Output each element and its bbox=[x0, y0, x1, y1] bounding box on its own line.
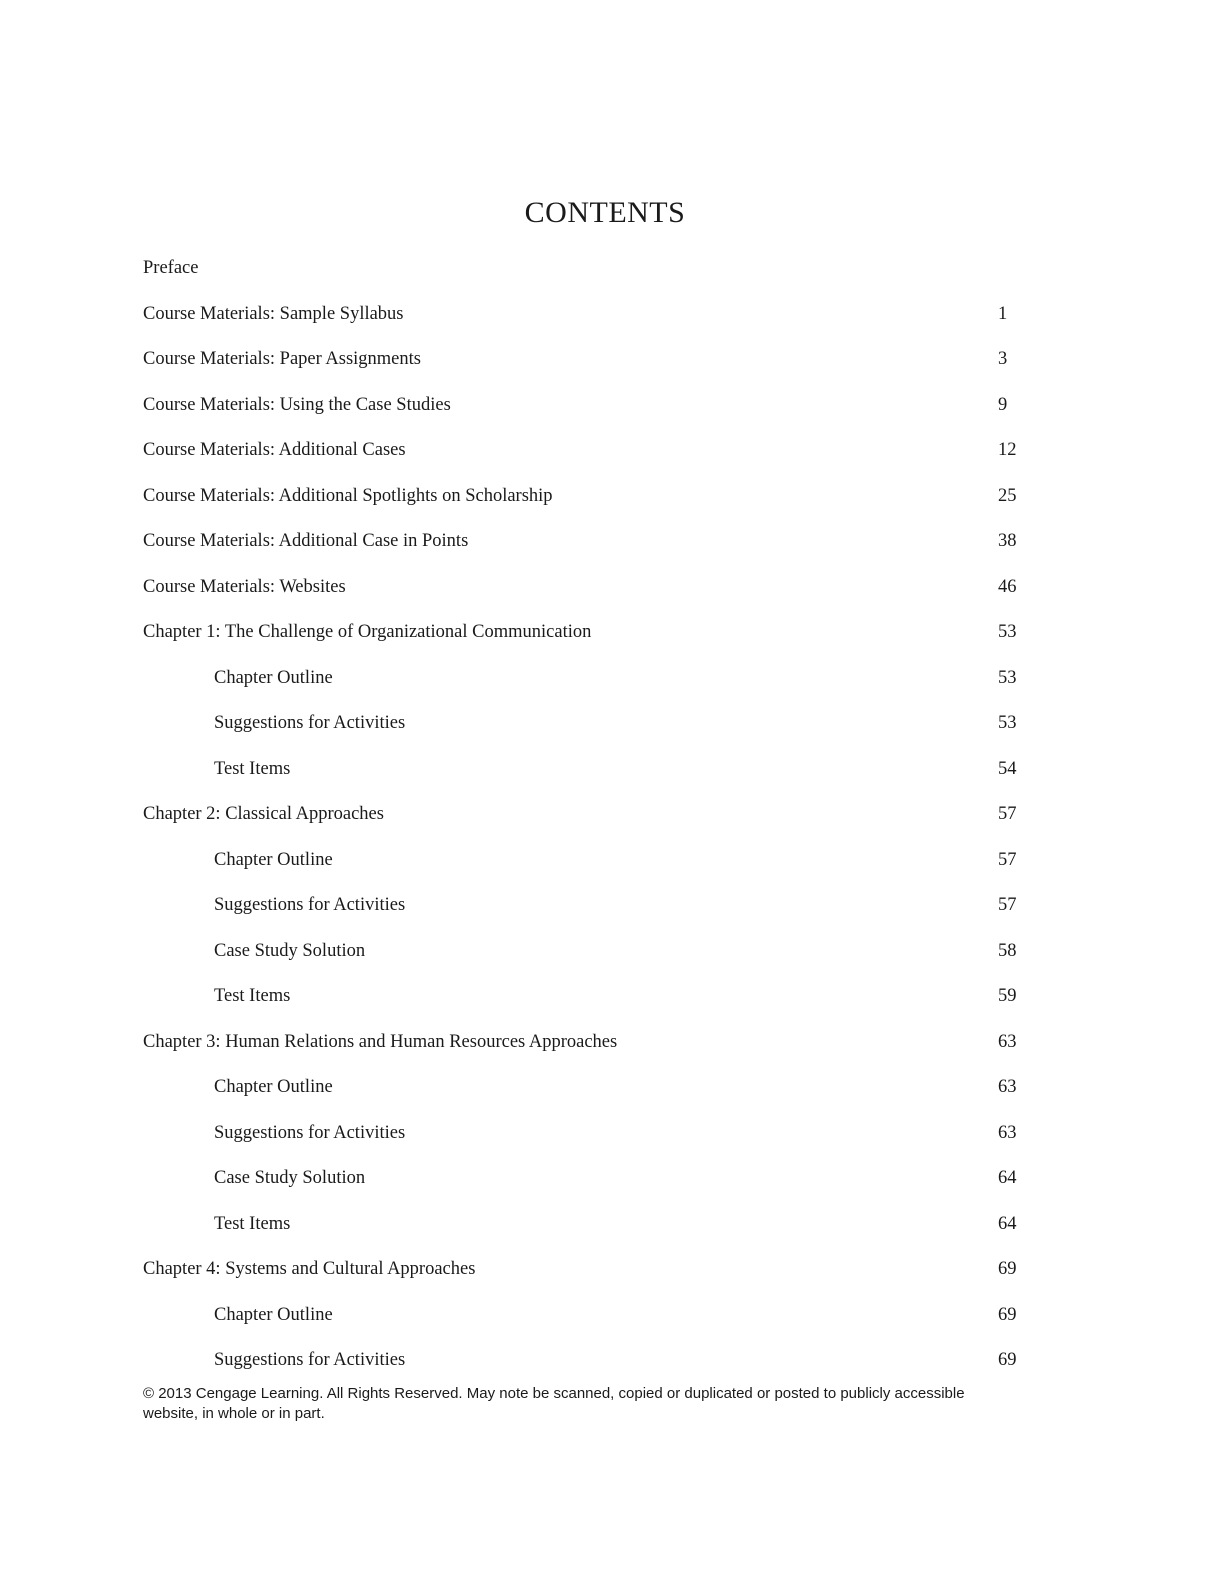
toc-entry bbox=[143, 1256, 1143, 1302]
table-of-contents bbox=[143, 255, 1143, 1393]
toc-entry-title: Case Study Solution bbox=[214, 1168, 366, 1188]
toc-entry-title: Chapter 2: Classical Approaches bbox=[143, 804, 384, 824]
toc-entry-title: Suggestions for Activities bbox=[214, 1350, 406, 1370]
toc-entry-page-number: 57 bbox=[998, 849, 1017, 870]
toc-entry bbox=[143, 528, 1143, 574]
toc-entry-title: Suggestions for Activities bbox=[214, 895, 406, 915]
toc-entry-page-number: 58 bbox=[998, 940, 1017, 961]
toc-entry-page-number: 53 bbox=[998, 622, 1017, 642]
toc-entry bbox=[143, 255, 1143, 301]
toc-entry-page-number: 64 bbox=[998, 1213, 1017, 1234]
toc-entry-title: Chapter 4: Systems and Cultural Approaches bbox=[143, 1259, 476, 1279]
toc-entry-page-number: 69 bbox=[998, 1259, 1017, 1279]
toc-entry-title: Chapter 3: Human Relations and Human Resources Approaches bbox=[143, 1031, 618, 1052]
toc-entry-page-number: 59 bbox=[998, 986, 1017, 1006]
toc-entry bbox=[143, 1211, 1143, 1257]
toc-entry bbox=[143, 983, 1143, 1029]
toc-entry bbox=[143, 619, 1143, 665]
toc-entry bbox=[143, 1165, 1143, 1211]
toc-entry-title: Course Materials: Sample Syllabus bbox=[143, 303, 404, 324]
toc-entry bbox=[143, 392, 1143, 438]
toc-entry-page-number: 1 bbox=[998, 303, 1008, 324]
toc-entry-title: Suggestions for Activities bbox=[214, 713, 406, 733]
toc-entry-title: Test Items bbox=[214, 758, 291, 779]
toc-entry-title: Chapter Outline bbox=[214, 849, 333, 870]
toc-entry-title: Test Items bbox=[214, 1213, 291, 1234]
toc-entry-title: Case Study Solution bbox=[214, 940, 366, 961]
toc-entry bbox=[143, 1120, 1143, 1166]
toc-entry-title: Course Materials: Additional Case in Points bbox=[143, 531, 469, 551]
toc-entry bbox=[143, 1029, 1143, 1075]
toc-entry-title: Course Materials: Paper Assignments bbox=[143, 349, 421, 369]
toc-entry-title: Course Materials: Using the Case Studies bbox=[143, 394, 451, 415]
toc-entry-title: Course Materials: Additional Cases bbox=[143, 440, 406, 460]
toc-entry bbox=[143, 710, 1143, 756]
toc-entry-title: Chapter 1: The Challenge of Organizational Communication bbox=[143, 622, 592, 642]
toc-entry bbox=[143, 574, 1143, 620]
toc-entry bbox=[143, 346, 1143, 392]
toc-entry-page-number: 63 bbox=[998, 1122, 1017, 1143]
page-title: CONTENTS bbox=[524, 196, 686, 229]
toc-entry-page-number: 64 bbox=[998, 1168, 1017, 1188]
toc-entry-page-number: 3 bbox=[998, 349, 1008, 369]
toc-entry-page-number: 57 bbox=[998, 895, 1017, 915]
toc-entry bbox=[143, 938, 1143, 984]
toc-entry-page-number: 69 bbox=[998, 1350, 1017, 1370]
toc-entry bbox=[143, 301, 1143, 347]
toc-entry-page-number: 12 bbox=[998, 440, 1017, 460]
copyright-line-2: website, in whole or in part. bbox=[143, 1405, 325, 1422]
toc-entry-page-number: 57 bbox=[998, 804, 1017, 824]
toc-entry-title: Chapter Outline bbox=[214, 667, 333, 688]
toc-entry bbox=[143, 892, 1143, 938]
toc-entry-page-number: 69 bbox=[998, 1304, 1017, 1325]
toc-entry-page-number: 53 bbox=[998, 667, 1017, 688]
toc-entry-page-number: 63 bbox=[998, 1077, 1017, 1097]
toc-entry bbox=[143, 756, 1143, 802]
copyright-footer bbox=[143, 1384, 1063, 1424]
toc-entry-page-number: 25 bbox=[998, 485, 1017, 506]
toc-entry bbox=[143, 801, 1143, 847]
toc-entry bbox=[143, 483, 1143, 529]
toc-entry bbox=[143, 437, 1143, 483]
toc-entry bbox=[143, 1074, 1143, 1120]
toc-entry-title: Chapter Outline bbox=[214, 1077, 333, 1097]
toc-entry-page-number: 38 bbox=[998, 531, 1017, 551]
toc-entry-page-number: 46 bbox=[998, 576, 1017, 597]
toc-entry-page-number: 53 bbox=[998, 713, 1017, 733]
toc-entry bbox=[143, 1302, 1143, 1348]
toc-entry-page-number: 54 bbox=[998, 758, 1017, 779]
toc-entry-title: Test Items bbox=[214, 986, 291, 1006]
toc-entry bbox=[143, 665, 1143, 711]
toc-entry-page-number: 9 bbox=[998, 394, 1008, 415]
toc-entry-page-number: 63 bbox=[998, 1031, 1017, 1052]
toc-entry-title: Course Materials: Additional Spotlights on Scholarship bbox=[143, 485, 553, 506]
toc-entry bbox=[143, 847, 1143, 893]
toc-entry-title: Chapter Outline bbox=[214, 1304, 333, 1325]
toc-entry-title: Course Materials: Websites bbox=[143, 576, 346, 597]
copyright-line-1: © 2013 Cengage Learning. All Rights Reserved. May note be scanned, copied or duplicated or posted to publicly accessible bbox=[143, 1385, 965, 1402]
toc-entry-title: Suggestions for Activities bbox=[214, 1122, 406, 1143]
toc-entry-title: Preface bbox=[143, 258, 199, 278]
